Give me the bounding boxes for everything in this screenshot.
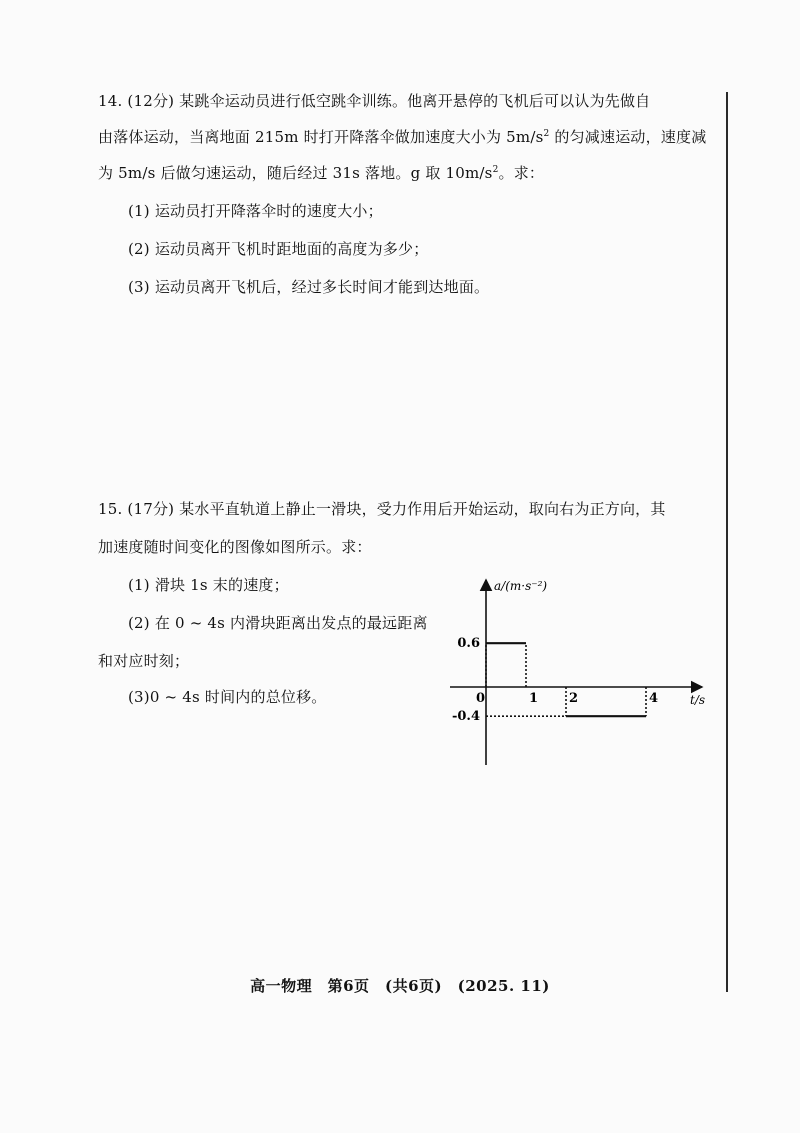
acceleration-time-graph — [440, 570, 720, 775]
y-axis-label: a/(m·s⁻²) — [494, 579, 548, 593]
q15-subquestion-2-part-1: (2) 在 0 ~ 4s 内滑块距离出发点的最远距离 — [128, 614, 428, 632]
graph-svg — [440, 570, 720, 775]
page-footer: 高一物理 第6页 (共6页) (2025. 11) — [250, 977, 550, 995]
q14-stem-line-1: 14. (12分) 某跳伞运动员进行低空跳伞训练。他离开悬停的飞机后可以认为先做自 — [98, 92, 651, 110]
q14-stem-line-3 — [98, 163, 544, 183]
q14-subquestion-3: (3) 运动员离开飞机后，经过多长时间才能到达地面。 — [128, 278, 490, 296]
q15-stem-line-2: 加速度随时间变化的图像如图所示。求： — [98, 538, 372, 556]
x-tick-label-0: 0 — [476, 691, 486, 706]
q14-subquestion-1: (1) 运动员打开降落伞时的速度大小； — [128, 202, 383, 220]
q15-subquestion-3: (3)0 ~ 4s 时间内的总位移。 — [128, 688, 327, 706]
q15-subquestion-1: (1) 滑块 1s 末的速度； — [128, 576, 289, 594]
q14-stem-line-3-tail: 。求： — [498, 164, 545, 182]
q15-subquestion-2-part-2: 和对应时刻； — [98, 652, 190, 670]
q14-stem-line-3-text: 为 5m/s 后做匀速运动，随后经过 31s 落地。g 取 10m/s — [98, 164, 493, 182]
page-margin-rule — [726, 92, 728, 992]
x-tick-label-3: 4 — [649, 691, 659, 706]
x-axis-label: t/s — [690, 693, 706, 707]
q14-stem-line-2 — [98, 127, 706, 147]
q14-stem-line-2-tail: 的匀减速运动，速度减 — [549, 128, 707, 146]
y-tick-label-0: 0.6 — [457, 636, 480, 652]
q14-stem-line-3-sup: 2 — [492, 165, 499, 175]
x-tick-label-1: 1 — [529, 691, 539, 706]
q15-stem-line-1: 15. (17分) 某水平直轨道上静止一滑块，受力作用后开始运动，取向右为正方向，其 — [98, 500, 666, 518]
x-tick-label-2: 2 — [569, 691, 579, 706]
y-tick-label-1: -0.4 — [451, 709, 480, 725]
q14-stem-line-2-sup: 2 — [543, 129, 550, 139]
q14-stem-line-2-text: 由落体运动，当离地面 215m 时打开降落伞做加速度大小为 5m/s — [98, 128, 544, 146]
q14-subquestion-2: (2) 运动员离开飞机时距地面的高度为多少； — [128, 240, 429, 258]
